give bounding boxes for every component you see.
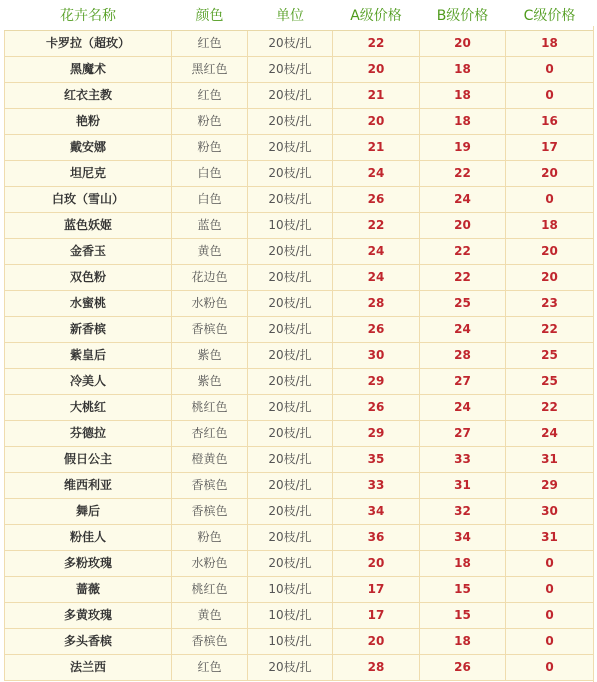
table-row bbox=[5, 473, 594, 499]
color-cell: 香槟色 bbox=[172, 499, 248, 525]
color-cell: 粉色 bbox=[172, 109, 248, 135]
unit-cell: 20枝/扎 bbox=[248, 473, 333, 499]
c-price-cell: 22 bbox=[506, 395, 594, 421]
b-price-cell: 27 bbox=[420, 369, 506, 395]
header-color: 颜色 bbox=[172, 0, 248, 31]
color-cell: 蓝色 bbox=[172, 213, 248, 239]
unit-cell: 20枝/扎 bbox=[248, 551, 333, 577]
header-flower-name: 花卉名称 bbox=[5, 0, 172, 31]
a-price-cell: 20 bbox=[333, 109, 420, 135]
table-row bbox=[5, 629, 594, 655]
unit-cell: 20枝/扎 bbox=[248, 135, 333, 161]
header-a-price: A级价格 bbox=[333, 0, 420, 31]
c-price-cell: 31 bbox=[506, 447, 594, 473]
flower-name-cell: 水蜜桃 bbox=[5, 291, 172, 317]
table-row bbox=[5, 421, 594, 447]
a-price-cell: 22 bbox=[333, 213, 420, 239]
unit-cell: 20枝/扎 bbox=[248, 447, 333, 473]
b-price-cell: 32 bbox=[420, 499, 506, 525]
c-price-cell: 0 bbox=[506, 187, 594, 213]
color-cell: 黄色 bbox=[172, 603, 248, 629]
flower-name-cell: 卡罗拉（超玫） bbox=[5, 31, 172, 57]
color-cell: 橙黄色 bbox=[172, 447, 248, 473]
flower-name-cell: 黑魔术 bbox=[5, 57, 172, 83]
color-cell: 红色 bbox=[172, 31, 248, 57]
color-cell: 紫色 bbox=[172, 369, 248, 395]
color-cell: 杏红色 bbox=[172, 421, 248, 447]
header-c-price: C级价格 bbox=[506, 0, 594, 31]
flower-name-cell: 法兰西 bbox=[5, 655, 172, 681]
table-row bbox=[5, 343, 594, 369]
a-price-cell: 24 bbox=[333, 265, 420, 291]
table-row bbox=[5, 109, 594, 135]
color-cell: 水粉色 bbox=[172, 291, 248, 317]
c-price-cell: 25 bbox=[506, 369, 594, 395]
c-price-cell: 0 bbox=[506, 577, 594, 603]
c-price-cell: 29 bbox=[506, 473, 594, 499]
unit-cell: 20枝/扎 bbox=[248, 421, 333, 447]
a-price-cell: 22 bbox=[333, 31, 420, 57]
b-price-cell: 20 bbox=[420, 213, 506, 239]
color-cell: 紫色 bbox=[172, 343, 248, 369]
b-price-cell: 33 bbox=[420, 447, 506, 473]
color-cell: 红色 bbox=[172, 83, 248, 109]
b-price-cell: 24 bbox=[420, 187, 506, 213]
flower-name-cell: 双色粉 bbox=[5, 265, 172, 291]
b-price-cell: 25 bbox=[420, 291, 506, 317]
table-row bbox=[5, 603, 594, 629]
table-row bbox=[5, 395, 594, 421]
b-price-cell: 28 bbox=[420, 343, 506, 369]
flower-name-cell: 戴安娜 bbox=[5, 135, 172, 161]
color-cell: 香槟色 bbox=[172, 317, 248, 343]
table-row bbox=[5, 317, 594, 343]
b-price-cell: 15 bbox=[420, 577, 506, 603]
unit-cell: 20枝/扎 bbox=[248, 369, 333, 395]
table-row bbox=[5, 655, 594, 681]
b-price-cell: 15 bbox=[420, 603, 506, 629]
unit-cell: 20枝/扎 bbox=[248, 31, 333, 57]
table-row bbox=[5, 31, 594, 57]
unit-cell: 20枝/扎 bbox=[248, 161, 333, 187]
table-row bbox=[5, 291, 594, 317]
color-cell: 桃红色 bbox=[172, 395, 248, 421]
c-price-cell: 20 bbox=[506, 239, 594, 265]
a-price-cell: 17 bbox=[333, 577, 420, 603]
table-row bbox=[5, 187, 594, 213]
table-row bbox=[5, 499, 594, 525]
color-cell: 香槟色 bbox=[172, 629, 248, 655]
c-price-cell: 18 bbox=[506, 213, 594, 239]
unit-cell: 20枝/扎 bbox=[248, 317, 333, 343]
b-price-cell: 22 bbox=[420, 161, 506, 187]
header-b-price: B级价格 bbox=[420, 0, 506, 31]
c-price-cell: 18 bbox=[506, 31, 594, 57]
b-price-cell: 22 bbox=[420, 239, 506, 265]
table-header-row bbox=[5, 0, 594, 31]
unit-cell: 10枝/扎 bbox=[248, 603, 333, 629]
a-price-cell: 20 bbox=[333, 629, 420, 655]
table-row bbox=[5, 369, 594, 395]
a-price-cell: 24 bbox=[333, 239, 420, 265]
a-price-cell: 21 bbox=[333, 135, 420, 161]
table-body bbox=[5, 31, 594, 681]
b-price-cell: 24 bbox=[420, 317, 506, 343]
a-price-cell: 29 bbox=[333, 369, 420, 395]
unit-cell: 20枝/扎 bbox=[248, 239, 333, 265]
unit-cell: 20枝/扎 bbox=[248, 291, 333, 317]
a-price-cell: 28 bbox=[333, 291, 420, 317]
a-price-cell: 30 bbox=[333, 343, 420, 369]
a-price-cell: 33 bbox=[333, 473, 420, 499]
a-price-cell: 36 bbox=[333, 525, 420, 551]
b-price-cell: 26 bbox=[420, 655, 506, 681]
table-row bbox=[5, 239, 594, 265]
flower-name-cell: 冷美人 bbox=[5, 369, 172, 395]
color-cell: 黑红色 bbox=[172, 57, 248, 83]
color-cell: 红色 bbox=[172, 655, 248, 681]
flower-name-cell: 粉佳人 bbox=[5, 525, 172, 551]
unit-cell: 20枝/扎 bbox=[248, 499, 333, 525]
c-price-cell: 0 bbox=[506, 551, 594, 577]
b-price-cell: 18 bbox=[420, 83, 506, 109]
a-price-cell: 26 bbox=[333, 187, 420, 213]
flower-name-cell: 多头香槟 bbox=[5, 629, 172, 655]
b-price-cell: 20 bbox=[420, 31, 506, 57]
b-price-cell: 19 bbox=[420, 135, 506, 161]
flower-name-cell: 蔷薇 bbox=[5, 577, 172, 603]
color-cell: 白色 bbox=[172, 161, 248, 187]
c-price-cell: 16 bbox=[506, 109, 594, 135]
c-price-cell: 0 bbox=[506, 83, 594, 109]
color-cell: 桃红色 bbox=[172, 577, 248, 603]
c-price-cell: 0 bbox=[506, 629, 594, 655]
a-price-cell: 35 bbox=[333, 447, 420, 473]
table-row bbox=[5, 161, 594, 187]
table-row bbox=[5, 265, 594, 291]
a-price-cell: 28 bbox=[333, 655, 420, 681]
flower-name-cell: 紫皇后 bbox=[5, 343, 172, 369]
flower-name-cell: 大桃红 bbox=[5, 395, 172, 421]
flower-price-table bbox=[4, 0, 594, 681]
flower-name-cell: 新香槟 bbox=[5, 317, 172, 343]
b-price-cell: 18 bbox=[420, 109, 506, 135]
flower-name-cell: 红衣主教 bbox=[5, 83, 172, 109]
b-price-cell: 18 bbox=[420, 629, 506, 655]
table-right-border bbox=[593, 26, 594, 682]
c-price-cell: 30 bbox=[506, 499, 594, 525]
c-price-cell: 24 bbox=[506, 421, 594, 447]
c-price-cell: 25 bbox=[506, 343, 594, 369]
color-cell: 香槟色 bbox=[172, 473, 248, 499]
flower-name-cell: 蓝色妖姬 bbox=[5, 213, 172, 239]
a-price-cell: 24 bbox=[333, 161, 420, 187]
a-price-cell: 34 bbox=[333, 499, 420, 525]
flower-name-cell: 白玫（雪山） bbox=[5, 187, 172, 213]
unit-cell: 20枝/扎 bbox=[248, 57, 333, 83]
color-cell: 黄色 bbox=[172, 239, 248, 265]
c-price-cell: 0 bbox=[506, 603, 594, 629]
unit-cell: 20枝/扎 bbox=[248, 83, 333, 109]
table-row bbox=[5, 213, 594, 239]
flower-name-cell: 假日公主 bbox=[5, 447, 172, 473]
unit-cell: 20枝/扎 bbox=[248, 109, 333, 135]
color-cell: 粉色 bbox=[172, 135, 248, 161]
flower-name-cell: 金香玉 bbox=[5, 239, 172, 265]
c-price-cell: 23 bbox=[506, 291, 594, 317]
a-price-cell: 21 bbox=[333, 83, 420, 109]
flower-name-cell: 芬德拉 bbox=[5, 421, 172, 447]
table-row bbox=[5, 551, 594, 577]
unit-cell: 10枝/扎 bbox=[248, 629, 333, 655]
c-price-cell: 20 bbox=[506, 161, 594, 187]
b-price-cell: 34 bbox=[420, 525, 506, 551]
a-price-cell: 29 bbox=[333, 421, 420, 447]
b-price-cell: 18 bbox=[420, 551, 506, 577]
color-cell: 水粉色 bbox=[172, 551, 248, 577]
unit-cell: 20枝/扎 bbox=[248, 395, 333, 421]
c-price-cell: 17 bbox=[506, 135, 594, 161]
color-cell: 花边色 bbox=[172, 265, 248, 291]
unit-cell: 20枝/扎 bbox=[248, 343, 333, 369]
color-cell: 白色 bbox=[172, 187, 248, 213]
flower-name-cell: 坦尼克 bbox=[5, 161, 172, 187]
a-price-cell: 26 bbox=[333, 317, 420, 343]
unit-cell: 20枝/扎 bbox=[248, 187, 333, 213]
table-row bbox=[5, 135, 594, 161]
b-price-cell: 27 bbox=[420, 421, 506, 447]
header-unit: 单位 bbox=[248, 0, 333, 31]
a-price-cell: 17 bbox=[333, 603, 420, 629]
c-price-cell: 20 bbox=[506, 265, 594, 291]
unit-cell: 10枝/扎 bbox=[248, 577, 333, 603]
table-row bbox=[5, 525, 594, 551]
color-cell: 粉色 bbox=[172, 525, 248, 551]
table-row bbox=[5, 447, 594, 473]
unit-cell: 20枝/扎 bbox=[248, 525, 333, 551]
table-row bbox=[5, 577, 594, 603]
table-row bbox=[5, 83, 594, 109]
b-price-cell: 22 bbox=[420, 265, 506, 291]
b-price-cell: 31 bbox=[420, 473, 506, 499]
c-price-cell: 22 bbox=[506, 317, 594, 343]
b-price-cell: 18 bbox=[420, 57, 506, 83]
flower-name-cell: 多黄玫瑰 bbox=[5, 603, 172, 629]
flower-name-cell: 艳粉 bbox=[5, 109, 172, 135]
b-price-cell: 24 bbox=[420, 395, 506, 421]
flower-name-cell: 维西利亚 bbox=[5, 473, 172, 499]
unit-cell: 20枝/扎 bbox=[248, 655, 333, 681]
c-price-cell: 0 bbox=[506, 57, 594, 83]
flower-name-cell: 舞后 bbox=[5, 499, 172, 525]
unit-cell: 20枝/扎 bbox=[248, 265, 333, 291]
table-row bbox=[5, 57, 594, 83]
a-price-cell: 26 bbox=[333, 395, 420, 421]
unit-cell: 10枝/扎 bbox=[248, 213, 333, 239]
c-price-cell: 0 bbox=[506, 655, 594, 681]
flower-name-cell: 多粉玫瑰 bbox=[5, 551, 172, 577]
c-price-cell: 31 bbox=[506, 525, 594, 551]
a-price-cell: 20 bbox=[333, 551, 420, 577]
a-price-cell: 20 bbox=[333, 57, 420, 83]
